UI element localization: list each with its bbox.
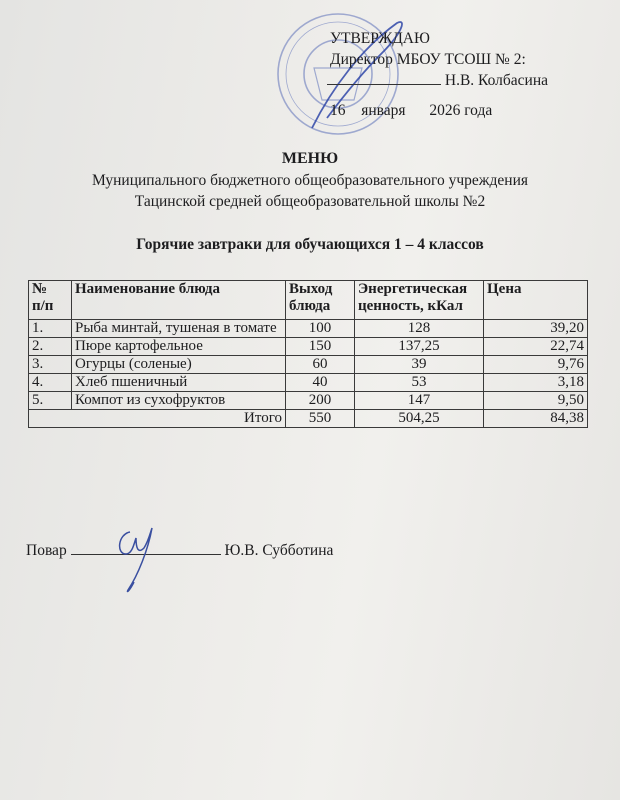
row-energy: 39 [355, 356, 484, 374]
cook-handwritten-signature [108, 520, 168, 595]
cook-signature-block [26, 540, 333, 560]
row-price: 9,50 [484, 392, 588, 410]
row-yield: 150 [286, 338, 355, 356]
row-yield: 200 [286, 392, 355, 410]
table-header-row [29, 281, 588, 320]
table-total-row [29, 410, 588, 428]
signature-line [327, 70, 441, 85]
row-name: Рыба минтай, тушеная в томате [72, 320, 286, 338]
org-line-1: Муниципального бюджетного общеобразовательного учреждения [91, 172, 528, 189]
row-name: Компот из сухофруктов [72, 392, 286, 410]
table-row [29, 374, 588, 392]
table-row [29, 356, 588, 374]
menu-table [28, 280, 588, 428]
total-yield: 550 [286, 410, 355, 428]
date-year: 2026 года [429, 102, 493, 119]
row-energy: 53 [355, 374, 484, 392]
row-num: 1. [29, 320, 72, 338]
row-price: 9,76 [484, 356, 588, 374]
row-name: Огурцы (соленые) [72, 356, 286, 374]
row-num: 2. [29, 338, 72, 356]
row-name: Пюре картофельное [72, 338, 286, 356]
total-label: Итого [29, 410, 286, 428]
row-num: 4. [29, 374, 72, 392]
menu-subtitle: Горячие завтраки для обучающихся 1 – 4 классов [136, 236, 484, 253]
date-month: января [361, 102, 406, 119]
row-energy: 147 [355, 392, 484, 410]
row-yield: 100 [286, 320, 355, 338]
approval-position: Директор МБОУ ТСОШ № 2: [330, 51, 526, 68]
date-day: 16 [330, 102, 346, 119]
cook-role: Повар [26, 542, 67, 559]
row-price: 22,74 [484, 338, 588, 356]
cook-name: Ю.В. Субботина [224, 542, 334, 559]
total-energy: 504,25 [355, 410, 484, 428]
table-row [29, 338, 588, 356]
row-price: 3,18 [484, 374, 588, 392]
row-name: Хлеб пшеничный [72, 374, 286, 392]
header-price: Цена [484, 281, 588, 320]
header-name: Наименование блюда [72, 281, 286, 320]
header-yield: Выход блюда [286, 281, 355, 320]
row-energy: 137,25 [355, 338, 484, 356]
row-price: 39,20 [484, 320, 588, 338]
menu-title: МЕНЮ [281, 150, 339, 167]
table-row [29, 320, 588, 338]
approval-heading: УТВЕРЖДАЮ [330, 30, 430, 47]
director-name: Н.В. Колбасина [444, 72, 548, 89]
row-num: 3. [29, 356, 72, 374]
row-num: 5. [29, 392, 72, 410]
header-energy: Энергетическая ценность, кКал [355, 281, 484, 320]
table-row [29, 392, 588, 410]
header-num: № п/п [29, 281, 72, 320]
approval-block [330, 28, 548, 121]
org-line-2: Тацинской средней общеобразовательной школы №2 [134, 193, 486, 210]
row-energy: 128 [355, 320, 484, 338]
row-yield: 40 [286, 374, 355, 392]
total-price: 84,38 [484, 410, 588, 428]
row-yield: 60 [286, 356, 355, 374]
